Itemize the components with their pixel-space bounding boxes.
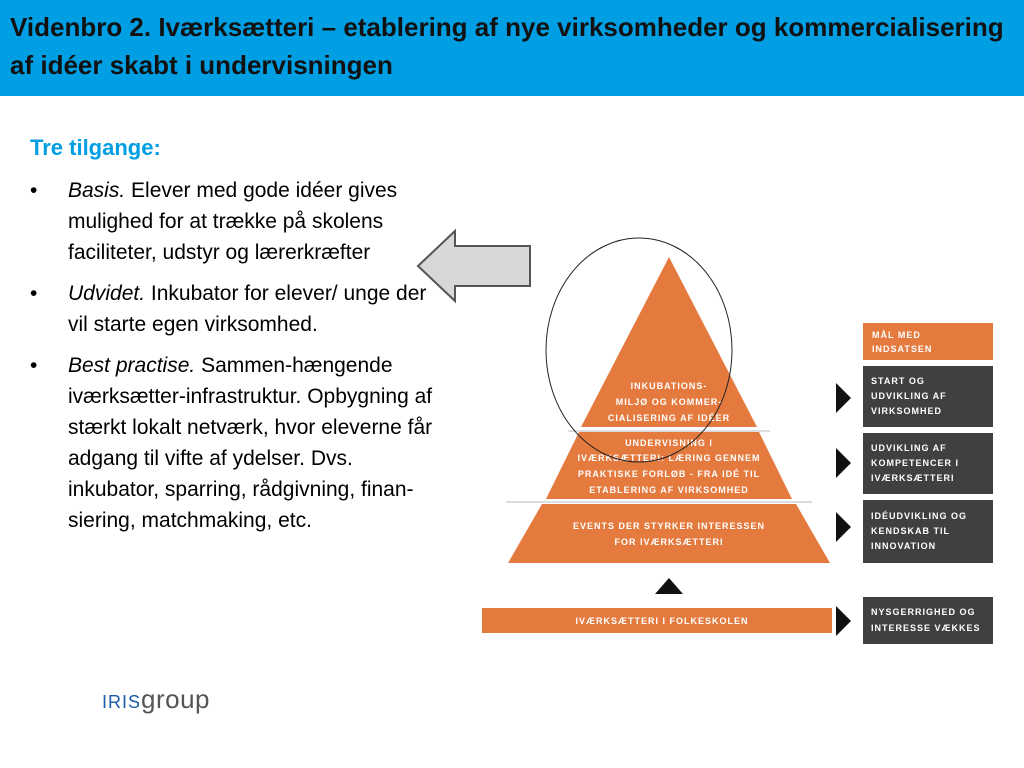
pyramid-top-line: MILJØ OG KOMMER-: [615, 397, 723, 407]
bullet-term: Udvidet.: [68, 282, 146, 305]
pointer-triangle-icon: [836, 606, 851, 636]
goal-text: IDÉUDVIKLING OG: [871, 511, 968, 521]
bullet-text: Elever med gode idéer gives mulighed for at trække på skolens faciliteter, udstyr og lærerkræfter: [68, 179, 398, 264]
goal-text: INTERESSE VÆKKES: [871, 623, 981, 633]
bullet-term: Basis.: [68, 179, 126, 202]
bullet-text: Sammen-hængende iværksætter-infrastruktur. Opbygning af stærkt lokalt netværk, hvor eleverne får adgang til vifte af ydelser. Dvs. inkubator, sparring, rådgivning, finan-siering, matchmaking, etc.: [68, 354, 433, 532]
goal-text: NYSGERRIGHED OG: [871, 607, 976, 617]
goal-text: VIRKSOMHED: [871, 406, 943, 416]
goal-text: KENDSKAB TIL: [871, 526, 950, 536]
logo-suffix: group: [141, 684, 211, 714]
goal-text: IVÆRKSÆTTERI: [871, 473, 955, 483]
pyramid-middle-line: PRAKTISKE FORLØB - FRA IDÉ TIL: [577, 469, 761, 479]
goal-text: START OG: [871, 376, 925, 386]
pyramid-top-line: CIALISERING AF IDÉER: [607, 413, 731, 423]
logo-brand: IRIS: [102, 692, 142, 712]
goal-text: KOMPETENCER I: [871, 458, 960, 468]
goals-header-line: INDSATSEN: [872, 344, 933, 354]
pyramid-bottom-line: EVENTS DER STYRKER INTERESSEN: [572, 521, 766, 531]
irisgroup-logo: [102, 684, 210, 715]
pointer-triangle-icon: [836, 448, 851, 478]
pyramid-bottom-tier: [508, 504, 830, 563]
bullet-icon: •: [30, 179, 38, 202]
bullet-term: Best practise.: [68, 354, 196, 377]
up-triangle-icon: [655, 578, 683, 594]
pointer-triangle-icon: [836, 512, 851, 542]
goals-header-box: [863, 323, 993, 360]
pyramid-top-line: INKUBATIONS-: [630, 381, 708, 391]
pyramid-middle-line: UNDERVISNING I: [625, 438, 713, 448]
left-arrow-icon: [418, 231, 530, 301]
pyramid-bottom-line: FOR IVÆRKSÆTTERI: [614, 537, 724, 547]
bullet-text: Inkubator for elever/ unge der vil starte egen virksomhed.: [68, 282, 427, 336]
page-title: Videnbro 2. Iværksætteri – etablering af nye virksomheder og kommercialisering af idéer skabt i undervisningen: [10, 12, 1004, 80]
bullet-icon: •: [30, 354, 38, 377]
goal-box: [863, 597, 993, 644]
pyramid-middle-line: ETABLERING AF VIRKSOMHED: [589, 485, 749, 495]
goal-text: UDVIKLING AF: [871, 391, 947, 401]
bullet-icon: •: [30, 282, 38, 305]
goal-text: UDVIKLING AF: [871, 443, 947, 453]
pyramid-middle-line: IVÆRKSÆTTERI: LÆRING GENNEM: [577, 453, 761, 463]
goal-text: INNOVATION: [871, 541, 937, 551]
section-subtitle: Tre tilgange:: [30, 135, 161, 160]
pointer-triangle-icon: [836, 383, 851, 413]
goals-header-line: MÅL MED: [872, 330, 921, 340]
pyramid-base-label: IVÆRKSÆTTERI I FOLKESKOLEN: [575, 616, 749, 626]
